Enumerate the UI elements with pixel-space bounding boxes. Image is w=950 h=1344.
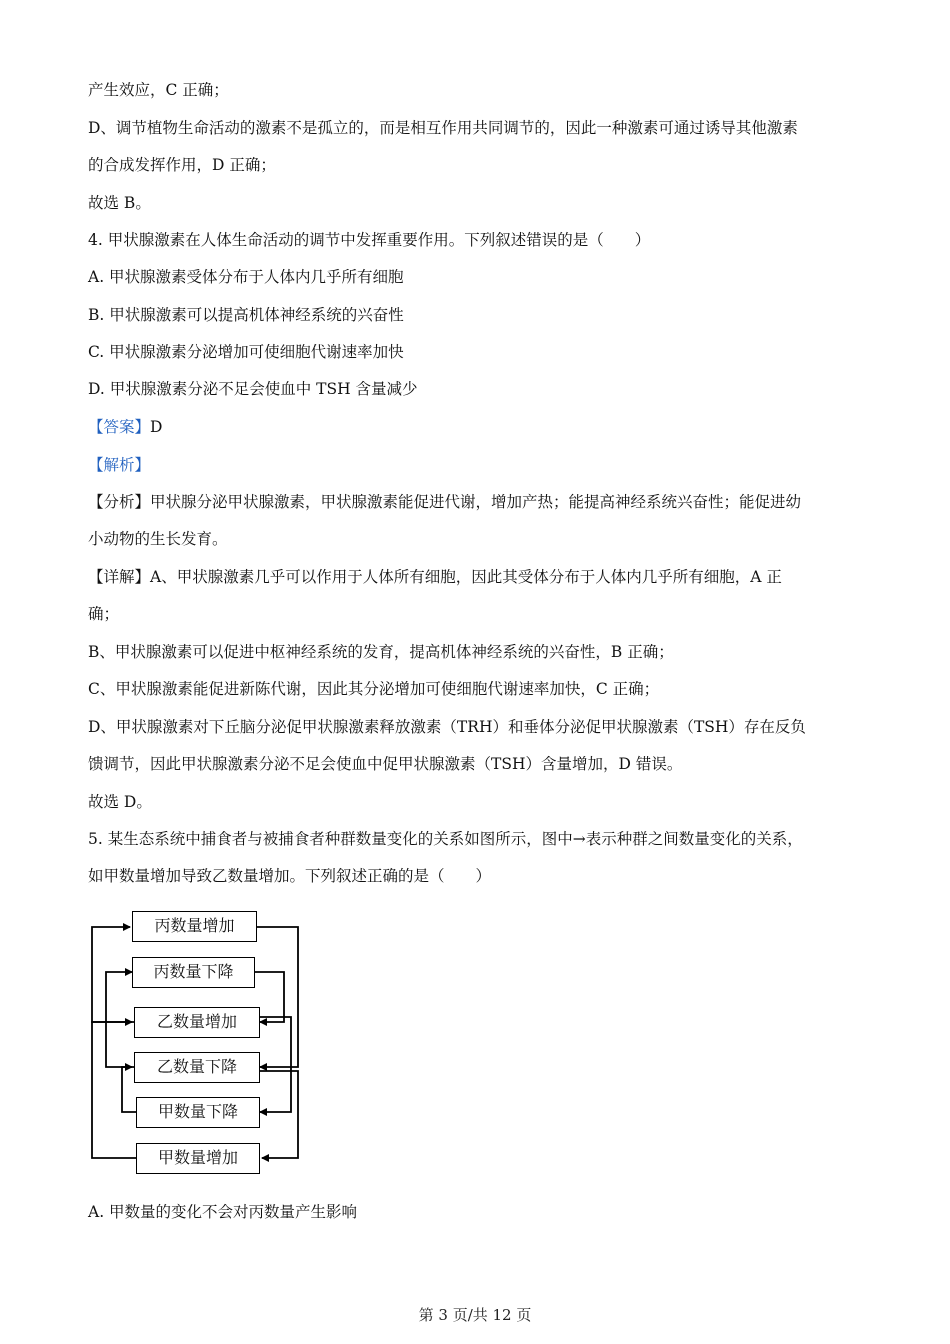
diagram-arrows xyxy=(88,905,310,1177)
text-line: B、甲状腺激素可以促进中枢神经系统的发育，提高机体神经系统的兴奋性，B 正确； xyxy=(88,643,674,661)
analysis-tag: 【解析】 xyxy=(88,456,151,474)
detail-tag: 【详解】 xyxy=(88,568,151,586)
box-bing-increase: 丙数量增加 xyxy=(132,911,257,942)
analysis-subtag: 【分析】 xyxy=(88,493,151,511)
question-4-stem: 4. 甲状腺激素在人体生命活动的调节中发挥重要作用。下列叙述错误的是（ ） xyxy=(88,231,651,249)
option-c: C. 甲状腺激素分泌增加可使细胞代谢速率加快 xyxy=(88,343,404,361)
box-jia-decrease: 甲数量下降 xyxy=(136,1097,260,1128)
text-line: C、甲状腺激素能促进新陈代谢，因此其分泌增加可使细胞代谢速率加快，C 正确； xyxy=(88,680,660,698)
detail-line xyxy=(88,566,782,588)
analysis-text: 甲状腺分泌甲状腺激素，甲状腺激素能促进代谢，增加产热；能提高神经系统兴奋性；能促进幼 xyxy=(150,493,802,511)
option-b: B. 甲状腺激素可以提高机体神经系统的兴奋性 xyxy=(88,306,404,324)
box-jia-increase: 甲数量增加 xyxy=(136,1143,260,1174)
answer-tag: 【答案】 xyxy=(88,418,151,436)
question-5-stem: 5. 某生态系统中捕食者与被捕食者种群数量变化的关系如图所示，图中→表示种群之间数量变化的关系， xyxy=(88,830,803,848)
text-line: 故选 B。 xyxy=(88,194,151,212)
answer-value: D xyxy=(150,418,163,436)
page-footer: 第 3 页/共 12 页 xyxy=(418,1306,532,1324)
option-d: D. 甲状腺激素分泌不足会使血中 TSH 含量减少 xyxy=(88,380,418,398)
box-yi-decrease: 乙数量下降 xyxy=(134,1052,260,1083)
analysis-line xyxy=(88,491,801,513)
analysis-line-2: 小动物的生长发育。 xyxy=(88,530,228,548)
text-line: 产生效应，C 正确； xyxy=(88,81,229,99)
text-line: D、甲状腺激素对下丘脑分泌促甲状腺激素释放激素（TRH）和垂体分泌促甲状腺激素（TSH）存在反负 xyxy=(88,718,806,736)
arrow-yi-down-to-jia-up xyxy=(260,1071,298,1158)
option-a: A. 甲状腺激素受体分布于人体内几乎所有细胞 xyxy=(88,268,404,286)
question-5-option-a: A. 甲数量的变化不会对丙数量产生影响 xyxy=(88,1203,358,1221)
arrow-yi-up-to-jia-down xyxy=(260,1017,291,1112)
analysis-heading xyxy=(88,454,150,476)
detail-line-2: 确； xyxy=(88,605,120,623)
box-yi-increase: 乙数量增加 xyxy=(134,1007,260,1038)
text-line: D、调节植物生命活动的激素不是孤立的，而是相互作用共同调节的，因此一种激素可通过诱导其他激素 xyxy=(88,119,798,137)
text-line: 馈调节，因此甲状腺激素分泌不足会使血中促甲状腺激素（TSH）含量增加，D 错误。 xyxy=(88,755,683,773)
detail-text: A、甲状腺激素几乎可以作用于人体所有细胞，因此其受体分布于人体内几乎所有细胞，A 正 xyxy=(150,568,782,586)
population-relation-diagram xyxy=(88,905,310,1177)
text-line: 故选 D。 xyxy=(88,793,152,811)
question-5-stem-2: 如甲数量增加导致乙数量增加。下列叙述正确的是（ ） xyxy=(88,867,492,885)
arrow-jia-up-to-yi-up xyxy=(92,1022,136,1158)
answer-line xyxy=(88,416,162,438)
arrow-yi-down-to-bing-down xyxy=(106,972,134,1067)
arrow-yi-up-to-bing-up xyxy=(92,927,134,1022)
text-line: 的合成发挥作用，D 正确； xyxy=(88,156,276,174)
box-bing-decrease: 丙数量下降 xyxy=(132,957,255,988)
